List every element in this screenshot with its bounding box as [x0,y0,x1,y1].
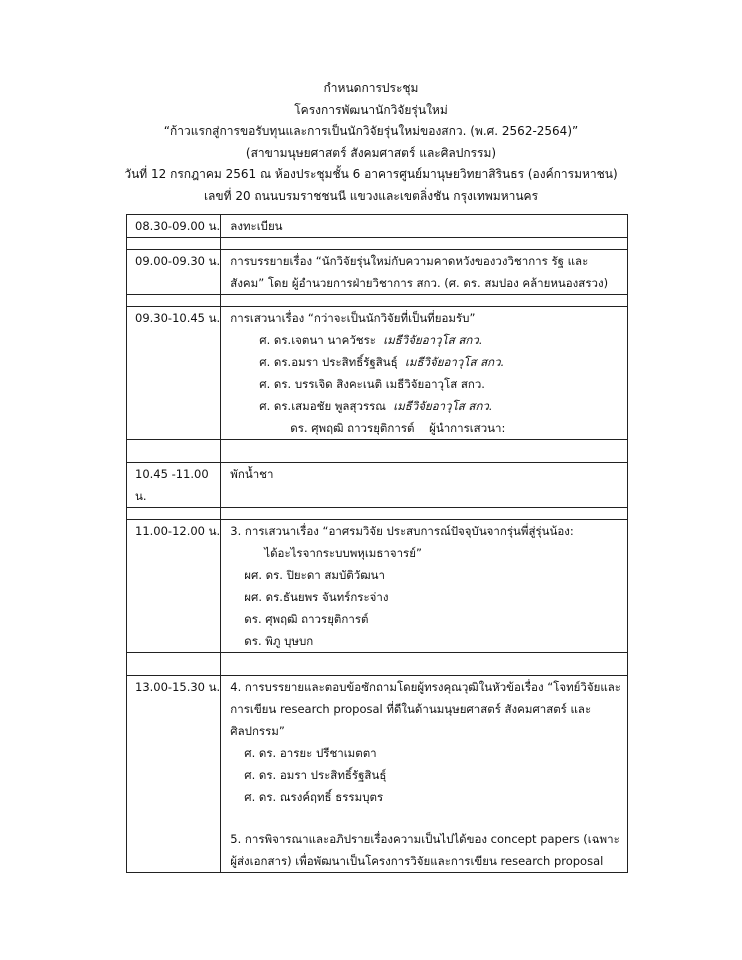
schedule-row [127,520,628,653]
address: เลขที่ 20 ถนนบรมราชชนนี แขวงและเขตลิ่งชัน กรุงเทพมหานคร [203,188,539,203]
field-subtitle: (สาขามนุษยศาสตร์ สังคมศาสตร์ และศิลปกรรม) [245,145,497,160]
panelist-role: เมธีวิจัยอาวุโส สกว. [405,355,505,369]
speaker: ศ. ดร. อารยะ ปรีชาเมตตา [244,746,377,760]
panelist [230,395,621,417]
time-cell: 13.00-15.30 น. [127,676,221,873]
schedule-row [127,676,628,873]
moderator: ดร. ศุพฤฒิ ถาวรยุติการต์ ผู้นำการเสวนา: [290,421,506,435]
activity-line: การเขียน research proposal ที่ดีในด้านมนุษยศาสตร์ สังคมศาสตร์ และ [230,702,592,716]
schedule-row [127,215,628,238]
panel-title: การเสวนาเรื่อง “กว่าจะเป็นนักวิจัยที่เป็นที่ยอมรับ” [230,311,476,325]
schedule-table [126,214,628,873]
panelist: ดร. ศุพฤฒิ ถาวรยุติการต์ [244,612,369,626]
activity-line: สังคม” โดย ผู้อำนวยการฝ่ายวิชาการ สกว. (ศ. ดร. สมปอง คล้ายหนองสรวง) [230,276,609,290]
activity-line: ผู้ส่งเอกสาร) เพื่อพัฒนาเป็นโครงการวิจัยและการเขียน research proposal [230,854,604,868]
speaker: ศ. ดร. อมรา ประสิทธิ์รัฐสินธุ์ [244,768,387,782]
activity-cell: ลงทะเบียน [221,215,628,238]
activity-cell [221,520,628,653]
time-cell: 10.45 -11.00 น. [127,463,221,508]
panelist: ศ. ดร. บรรเจิด สิงคะเนติ เมธีวิจัยอาวุโส สกว. [259,377,485,391]
activity-cell [221,307,628,440]
schedule-row [127,307,628,440]
panelist-name: ศ. ดร.อมรา ประสิทธิ์รัฐสินธุ์ [259,355,398,369]
schedule-row [127,463,628,508]
panelist-name: ศ. ดร.เจตนา นาควัชระ [259,333,376,347]
panelist: ผศ. ดร.ธันยพร จันทร์กระจ่าง [244,590,389,604]
event-title: “ก้าวแรกสู่การขอรับทุนและการเป็นนักวิจัยรุ่นใหม่ของสกว. (พ.ศ. 2562-2564)” [163,124,579,138]
agenda-header [0,78,742,207]
activity-cell [221,250,628,295]
time-cell: 08.30-09.00 น. [127,215,221,238]
panelist-role: เมธีวิจัยอาวุโส สกว. [383,333,483,347]
time-cell: 09.00-09.30 น. [127,250,221,295]
activity-cell: พักน้ำชา [221,463,628,508]
schedule-row [127,250,628,295]
time-cell: 09.30-10.45 น. [127,307,221,440]
panelist [230,351,621,373]
panelist: ดร. พิภู บุษบก [244,634,314,648]
project-name: โครงการพัฒนานักวิจัยรุ่นใหม่ [294,102,448,117]
panelist-name: ศ. ดร.เสมอชัย พูลสุวรรณ [259,399,386,413]
activity-line: การบรรยายเรื่อง “นักวิจัยรุ่นใหม่กับความคาดหวังของวงวิชาการ รัฐ และ [230,254,589,268]
activity-line: 4. การบรรยายและตอบข้อซักถามโดยผู้ทรงคุณวุฒิในหัวข้อเรื่อง “โจทย์วิจัยและ [230,680,621,694]
activity-line: 5. การพิจารณาและอภิปรายเรื่องความเป็นไปได้ของ concept papers (เฉพาะ [230,832,620,846]
panelist-role: เมธีวิจัยอาวุโส สกว. [393,399,493,413]
activity-line: ศิลปกรรม” [230,724,285,738]
panel-title: 3. การเสวนาเรื่อง “อาศรมวิจัย ประสบการณ์ปัจจุบันจากรุ่นพี่สู่รุ่นน้อง: [230,524,574,538]
speaker: ศ. ดร. ณรงค์ฤทธิ์ ธรรมบุตร [244,790,384,804]
panelist [230,329,621,351]
panel-title-cont: ได้อะไรจากระบบพหุเมธาจารย์” [264,546,422,560]
panelist: ผศ. ดร. ปิยะดา สมบัติวัฒนา [244,568,385,582]
activity-cell [221,676,628,873]
time-cell: 11.00-12.00 น. [127,520,221,653]
header-title: กำหนดการประชุม [323,81,419,95]
date-venue: วันที่ 12 กรกฎาคม 2561 ณ ห้องประชุมชั้น 6 อาคารศูนย์มานุษยวิทยาสิรินธร (องค์การมหาชน) [124,167,618,181]
